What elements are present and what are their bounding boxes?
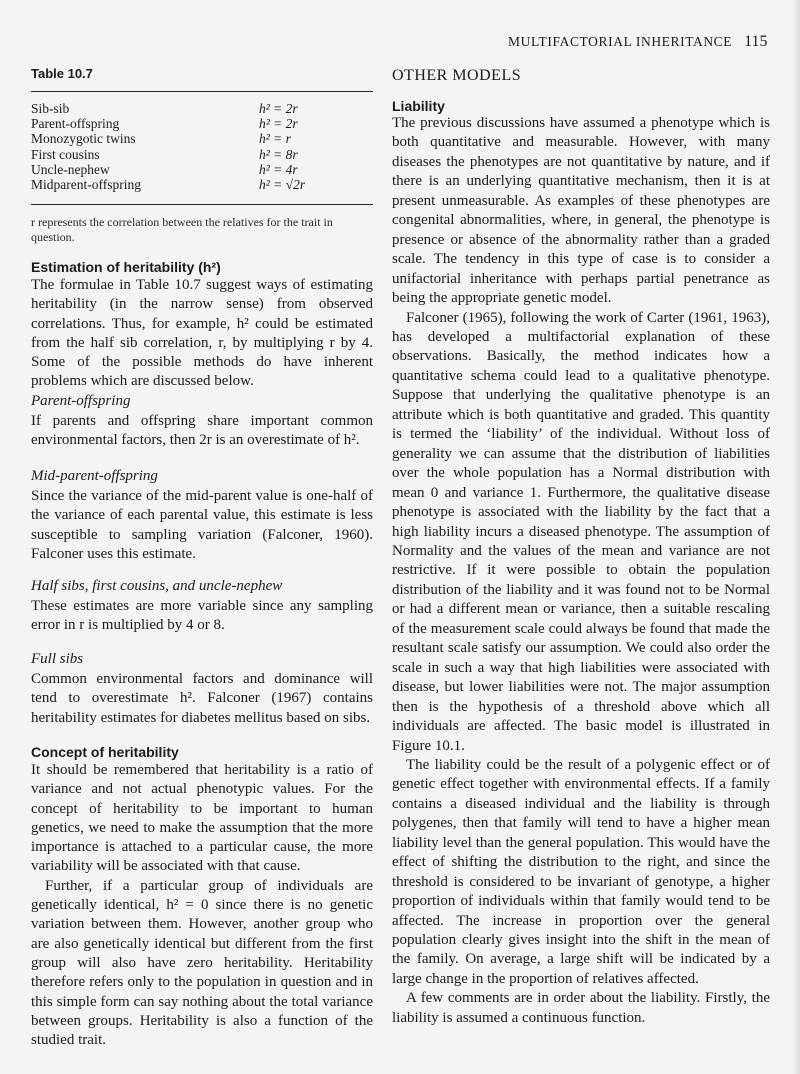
table-row xyxy=(31,101,373,116)
estimation-paragraph: The formulae in Table 10.7 suggest ways of estimating heritability (in the narrow sense) from observed correlations. Thus, for example, h² could be estimated from the half sib correlation, r, by multiplying r by 4. Some of the possible methods do have inherent problems which are discussed below. xyxy=(31,277,373,390)
half-sibs-paragraph: These estimates are more variable since any sampling error in r is multiplied by 4 or 8. xyxy=(31,598,373,634)
section-mid-parent xyxy=(31,468,373,564)
table-formula: h² = √2r xyxy=(259,177,306,193)
table-row xyxy=(31,177,373,192)
concept-paragraph-1: It should be remembered that heritability is a ratio of variance and not actual phenotypic values. For the concept of heritability to be important to human genetics, we need to make the assumption that the more importance is attached to a particular cause, the more variability will be associated with that cause. xyxy=(31,762,373,875)
liability-paragraph-4: A few comments are in order about the liability. Firstly, the liability is assumed a continuous function. xyxy=(392,990,770,1026)
table-formula: h² = 2r xyxy=(259,116,298,132)
table-relation: Midparent-offspring xyxy=(31,177,141,193)
other-models-title: OTHER MODELS xyxy=(392,67,522,84)
half-sibs-heading: Half sibs, first cousins, and uncle-nephew xyxy=(31,578,283,594)
parent-offspring-heading: Parent-offspring xyxy=(31,393,131,409)
table-relation: Parent-offspring xyxy=(31,116,120,132)
table-row xyxy=(31,147,373,162)
parent-offspring-paragraph: If parents and offspring share important common environmental factors, then 2r is an overestimate of h². xyxy=(31,413,373,449)
section-parent-offspring xyxy=(31,393,373,451)
estimation-heading: Estimation of heritability (h²) xyxy=(31,259,221,275)
full-sibs-paragraph: Common environmental factors and dominance will tend to overestimate h². Falconer (1967) contains heritability estimates for diabetes mellitus based on sibs. xyxy=(31,671,373,726)
concept-heading: Concept of heritability xyxy=(31,744,179,760)
running-head xyxy=(508,33,768,51)
mid-parent-paragraph: Since the variance of the mid-parent value is one-half of the variance of each parental value, this estimate is less susceptible to sampling variation (Falconer, 1960). Falconer uses this estimate. xyxy=(31,488,373,562)
section-full-sibs xyxy=(31,651,373,728)
section-other-models xyxy=(392,67,770,1028)
liability-heading: Liability xyxy=(392,98,445,114)
page-edge-shadow xyxy=(792,0,800,1074)
table-formula: h² = r xyxy=(259,131,291,147)
liability-paragraph-2: Falconer (1965), following the work of Carter (1961, 1963), has developed a multifactorial explanation of these observations. Basically, the method indicates how a quantitative schema could lead to a qualitative phenotype. Suppose that underlying the qualitative phenotype is an attribute which is both quantitative and graded. This quantity is termed the ‘liability’ of the individual. Without loss of generality we can assume that the distribution of liabilities over the whole population has a Normal distribution with mean 0 and variance 1. Furthermore, the qualitative disease phenotype is associated with the liability by the fact that a high liability incurs a diseased phenotype. The assumption of Normality and the values of the mean and variance are not restrictive. If it were possible to obtain the population distribution of the liability and it was found not to be Normal or had a different mean or variance, then a suitable rescaling of the measurement scale could always be found that made the resultant scale satisfy our assumption. We could also order the scale in such a way that high liabilities were associated with disease, but lower liabilities were not. The major assumption then is the hypothesis of a threshold above which all individuals are affected. The basic model is illustrated in Figure 10.1. xyxy=(392,309,770,754)
concept-paragraph-2: Further, if a particular group of individuals are genetically identical, h² = 0 since there is no genetic variation between them. However, another group who are also genetically identical but different from the first group will also have zero heritability. Heritability therefore refers only to the population in question and in this simple form can say nothing about the total variance between groups. Heritability is also a function of the studied trait. xyxy=(31,877,373,1049)
table-row xyxy=(31,131,373,146)
table-relation: Monozygotic twins xyxy=(31,131,136,147)
section-concept xyxy=(31,744,373,1050)
table-formula: h² = 4r xyxy=(259,161,298,177)
table-row xyxy=(31,162,373,177)
table-body xyxy=(31,92,373,192)
full-sibs-heading: Full sibs xyxy=(31,651,84,667)
table-10-7 xyxy=(31,66,373,245)
table-bottom-rule xyxy=(31,204,373,205)
page-number: 115 xyxy=(744,33,768,50)
section-estimation xyxy=(31,259,373,392)
table-row xyxy=(31,116,373,131)
liability-paragraph-3: The liability could be the result of a polygenic effect or of genetic effect together with environmental effects. If a family contains a diseased individual and the liability is through polygenes, then that family will tend to have a higher mean liability level than the general population. This would have the effect of shifting the distribution to the right, and since the threshold is considered to be invariant of genotype, a higher proportion of individuals within that family would tend to be affected. The increase in proportion over the general population clearly gives insight into the shift in the mean of the family. On average, a large shift will be indicated by a large change in the proportion of relatives affected. xyxy=(392,756,770,987)
table-relation: Sib-sib xyxy=(31,101,70,116)
table-footnote: r represents the correlation between the relatives for the trait in question. xyxy=(31,215,333,245)
table-relation: First cousins xyxy=(31,146,100,162)
table-formula: h² = 2r xyxy=(259,101,298,116)
running-title: MULTIFACTORIAL INHERITANCE xyxy=(508,34,733,49)
section-half-sibs xyxy=(31,578,373,636)
table-formula: h² = 8r xyxy=(259,146,298,162)
table-relation: Uncle-nephew xyxy=(31,161,110,177)
table-title: Table 10.7 xyxy=(31,66,93,81)
liability-paragraph-1: The previous discussions have assumed a phenotype which is both quantitative and measurable. However, with many diseases the phenotypes are not quantitative by nature, and if there is an underlying quantitative mechanism, then it is at present unmeasurable. As examples of these phenotypes are congenital abnormalities, where, in general, the phenotype is presence or absence of the abnormality rather than a graded scale. The tendency in this type of case is to consider a unifactorial inheritance with perhaps partial penetrance as being the appropriate genetic model. xyxy=(392,115,770,307)
mid-parent-heading: Mid-parent-offspring xyxy=(31,468,158,484)
